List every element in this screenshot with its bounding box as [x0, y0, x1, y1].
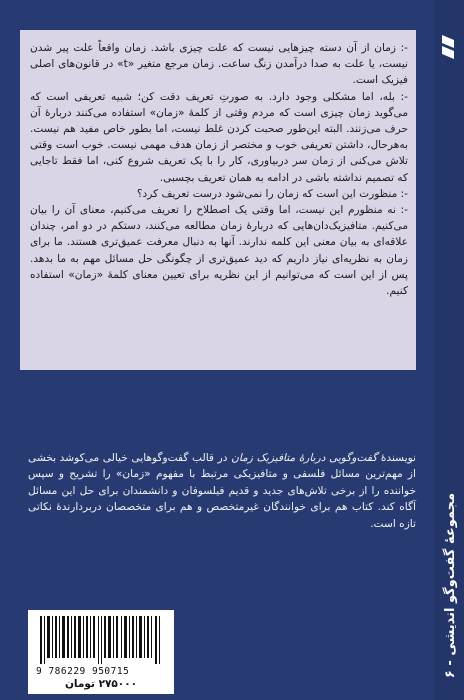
spine-stripe [434, 0, 464, 700]
publisher-logo-icon [441, 35, 455, 61]
dialogue-paragraph: -: نه منظورم این نیست، اما وقتی یک اصطلاح را تعریف می‌کنیم، معنای آن را بیان می‌کنیم. متافیزیک‌دان‌هایی که دربارهٔ زمان مطالعه می‌کنند، دستکم در دو امر، چندان علاقه‌ای به بیان معنی این کلمه ندارند. آنها به دنبال معرفت عمیق‌تری هستند. ما برای زمان به نظریه‌ای نیاز داریم که دید عمیق‌تری از چگونگی حل مسائل مهم به ما بدهد. پس از این است که می‌توانیم از این نظریه برای تعیین معنای کلمهٔ «زمان» استفاده کنیم. [30, 204, 408, 298]
dialogue-paragraph: -: بله، اما مشکلی وجود دارد. به صورتِ تعریف دقت کن؛ شبیه تعریفی است که می‌گوید زمان چیزی است که مردم وقتی از کلمهٔ «زمان» استفاده می‌کنند دربارهٔ آن حرف می‌زنند. البته این‌طور صحبت کردن غلط نیست، اما بطور خاص مفید هم نیست. به‌هرحال، داشتن تعریفی خوب و مختصر از زمان هدف مهمی نیست. خوب است وقتی تلاش می‌کنی از زمان سر دربیاوری، کار را با یک تعریف شروع کنی، اما فقط تاجایی که تصمیم نداشته باشی در ادامه به همان تعریف بچسبی. [30, 90, 408, 184]
book-title: گفت‌وگویی دربارهٔ متافیزیک زمان [231, 452, 378, 464]
dialogue-paragraph: -: منظورت این است که زمان را نمی‌شود درست تعریف کرد؟ [136, 187, 408, 200]
book-blurb [28, 450, 416, 532]
blurb-body: در قالب گفت‌وگوهایی خیالی می‌کوشد بخشی از مهم‌ترین مسائل فلسفی و متافیزیکی مرتبط با مفهوم «زمان» را تشریح و سپس خواننده را از برخی تلاش‌های جدید و قدیم فیلسوفان و دانشمندان برای حل این مسائل آگاه کند. کتاب هم برای خوانندگان غیرمتخصص و هم برای متخصصان دربردارندهٔ نکاتی تازه است. [28, 452, 416, 530]
price-label: ۲۷۵۰۰۰ تومان [64, 678, 138, 690]
dialogue-paragraph: -: زمان از آن دسته چیزهایی نیست که علت چیزی باشد. زمان واقعاً علت پیر شدن نیست، یا علت به صدا درآمدن زنگ ساعت. زمان مرجع متغیر «t» در قانون‌های اصلی فیزیک است. [30, 42, 408, 87]
dialogue-excerpt [30, 40, 408, 299]
blurb-intro: نویسندهٔ [377, 452, 416, 464]
barcode-box [28, 610, 174, 694]
barcode-icon [36, 616, 166, 664]
series-label: مجموعهٔ گفت‌وگو اندیشی - ۶ [443, 492, 458, 678]
isbn-number: 9 786229 950715 [36, 666, 130, 677]
